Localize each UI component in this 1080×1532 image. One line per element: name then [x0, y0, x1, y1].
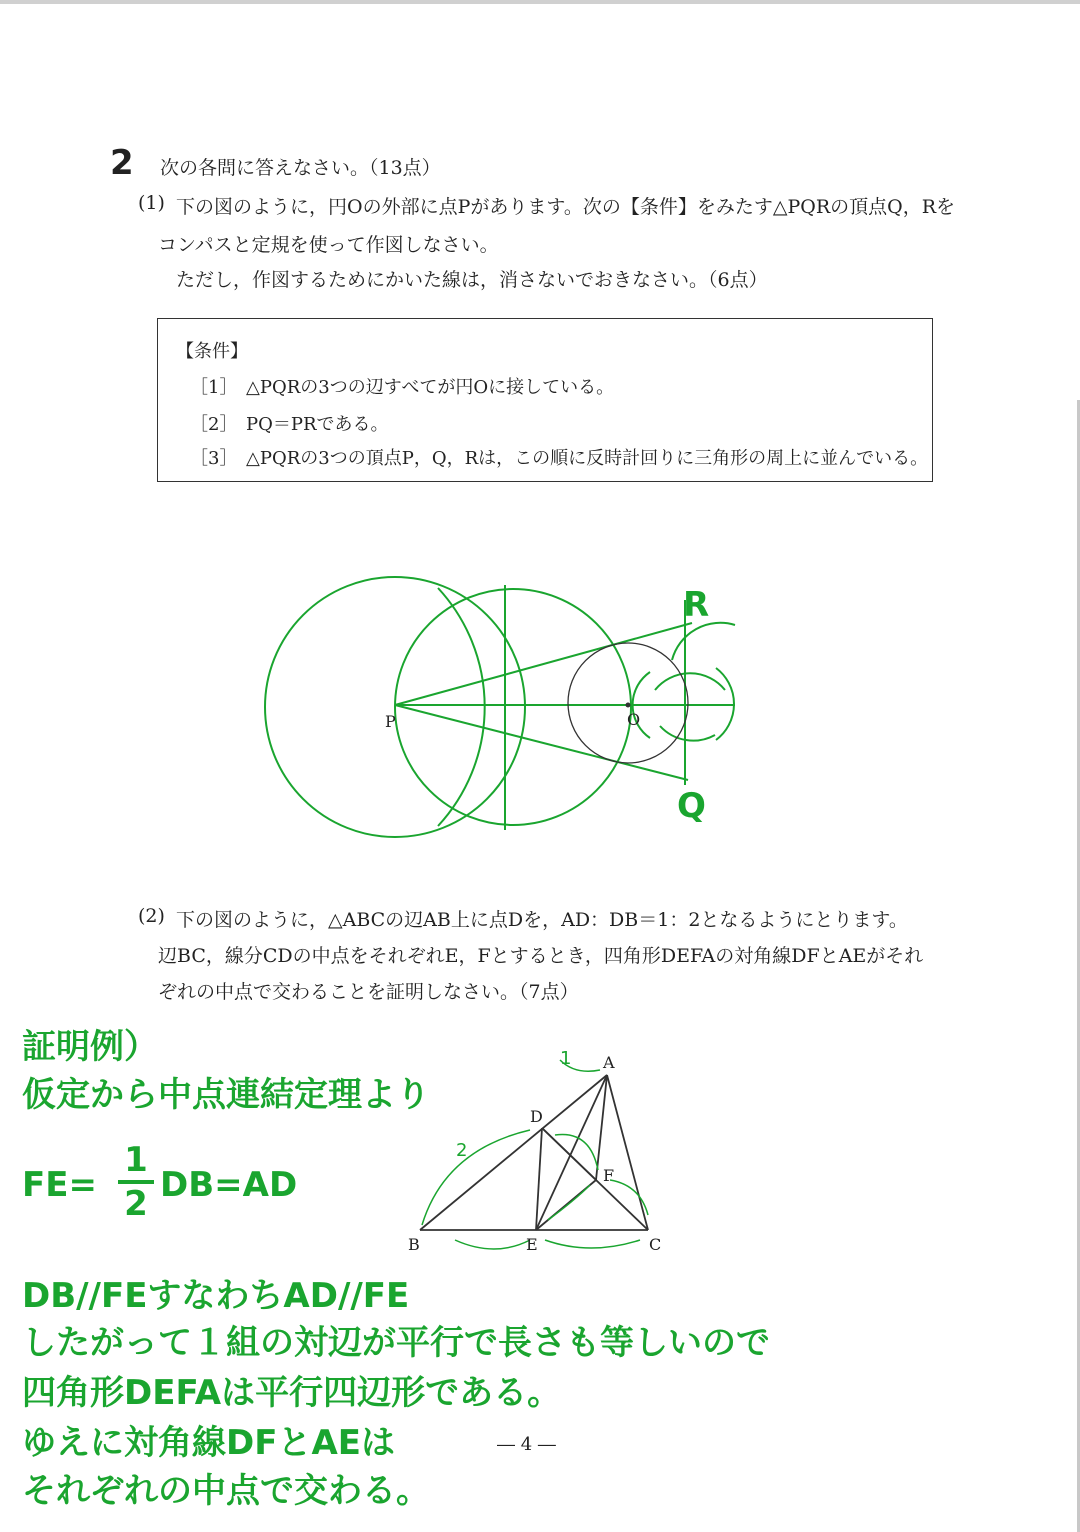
proof-line7: ゆえに対角線DFとAEは — [22, 1423, 395, 1463]
mark-arc-DB — [422, 1130, 530, 1225]
question-heading: 次の各問に答えなさい。（13点） — [160, 157, 441, 179]
mark-arc-BE — [455, 1240, 530, 1249]
page-number: ― 4 ― — [497, 1434, 556, 1455]
side-AC — [607, 1075, 648, 1230]
part1-text1: 下の図のように，円Oの外部に点Pがあります。次の【条件】をみたす△PQRの頂点Q，Rを — [176, 196, 956, 218]
proof-fraction — [118, 1141, 154, 1223]
proof-line1: 証明例） — [22, 1027, 158, 1067]
part2-text2: 辺BC，線分CDの中点をそれぞれE，Fとするとき，四角形DEFAの対角線DFとAEがそれ — [158, 945, 924, 967]
label-R: R — [683, 585, 710, 625]
condition-2-num: ［2］ — [190, 414, 238, 435]
part2-text1: 下の図のように，△ABCの辺AB上に点Dを，AD：DB＝1：2となるようにとります。 — [176, 909, 908, 931]
condition-1-num: ［1］ — [190, 377, 238, 398]
label-O: O — [627, 710, 641, 729]
segment-DE — [536, 1128, 542, 1230]
proof-eq-right: DB=AD — [160, 1165, 298, 1205]
condition-3-num: ［3］ — [190, 448, 238, 469]
condition-2-text: PQ＝PRである。 — [246, 414, 389, 435]
proof-line2: 仮定から中点連結定理より — [22, 1075, 430, 1115]
condition-1-text: △PQRの3つの辺すべてが円Oに接している。 — [246, 377, 615, 398]
segment-AE — [536, 1075, 607, 1230]
proof-line4: DB//FEすなわちAD//FE — [22, 1276, 410, 1316]
side-AB — [420, 1075, 607, 1230]
label-D: D — [530, 1107, 543, 1126]
proof-line6: 四角形DEFAは平行四辺形である。 — [22, 1373, 562, 1413]
mark-2: 2 — [456, 1140, 468, 1161]
question-number: 2 — [110, 143, 134, 183]
part1-text2: コンパスと定規を使って作図しなさい。 — [158, 234, 499, 256]
proof-line5: したがって１組の対辺が平行で長さも等しいので — [22, 1323, 770, 1363]
label-A: A — [603, 1053, 615, 1072]
label-F: F — [603, 1166, 615, 1185]
mark-1: 1 — [560, 1048, 572, 1069]
condition-3-text: △PQRの3つの頂点P，Q，Rは，この順に反時計回りに三角形の周上に並んでいる。 — [246, 448, 929, 469]
fraction-denominator: 2 — [124, 1184, 148, 1224]
label-C: C — [649, 1235, 662, 1254]
proof-eq-left: FE= — [22, 1165, 97, 1205]
segment-AF — [596, 1075, 607, 1180]
segment-DF — [542, 1128, 596, 1180]
conditions-title: 【条件】 — [176, 341, 248, 362]
label-B: B — [408, 1235, 420, 1254]
label-P: P — [385, 712, 396, 731]
mark-arc-EC — [545, 1240, 640, 1248]
fraction-numerator: 1 — [124, 1140, 148, 1180]
part2-label: (2) — [138, 905, 165, 927]
label-E: E — [526, 1235, 538, 1254]
part2-text3: ぞれの中点で交わることを証明しなさい。（7点） — [158, 981, 579, 1003]
proof-line8: それぞれの中点で交わる。 — [22, 1471, 430, 1511]
label-Q: Q — [677, 786, 706, 826]
part1-text3: ただし，作図するためにかいた線は，消さないでおきなさい。（6点） — [176, 269, 768, 291]
part1-label: (1) — [138, 192, 165, 214]
